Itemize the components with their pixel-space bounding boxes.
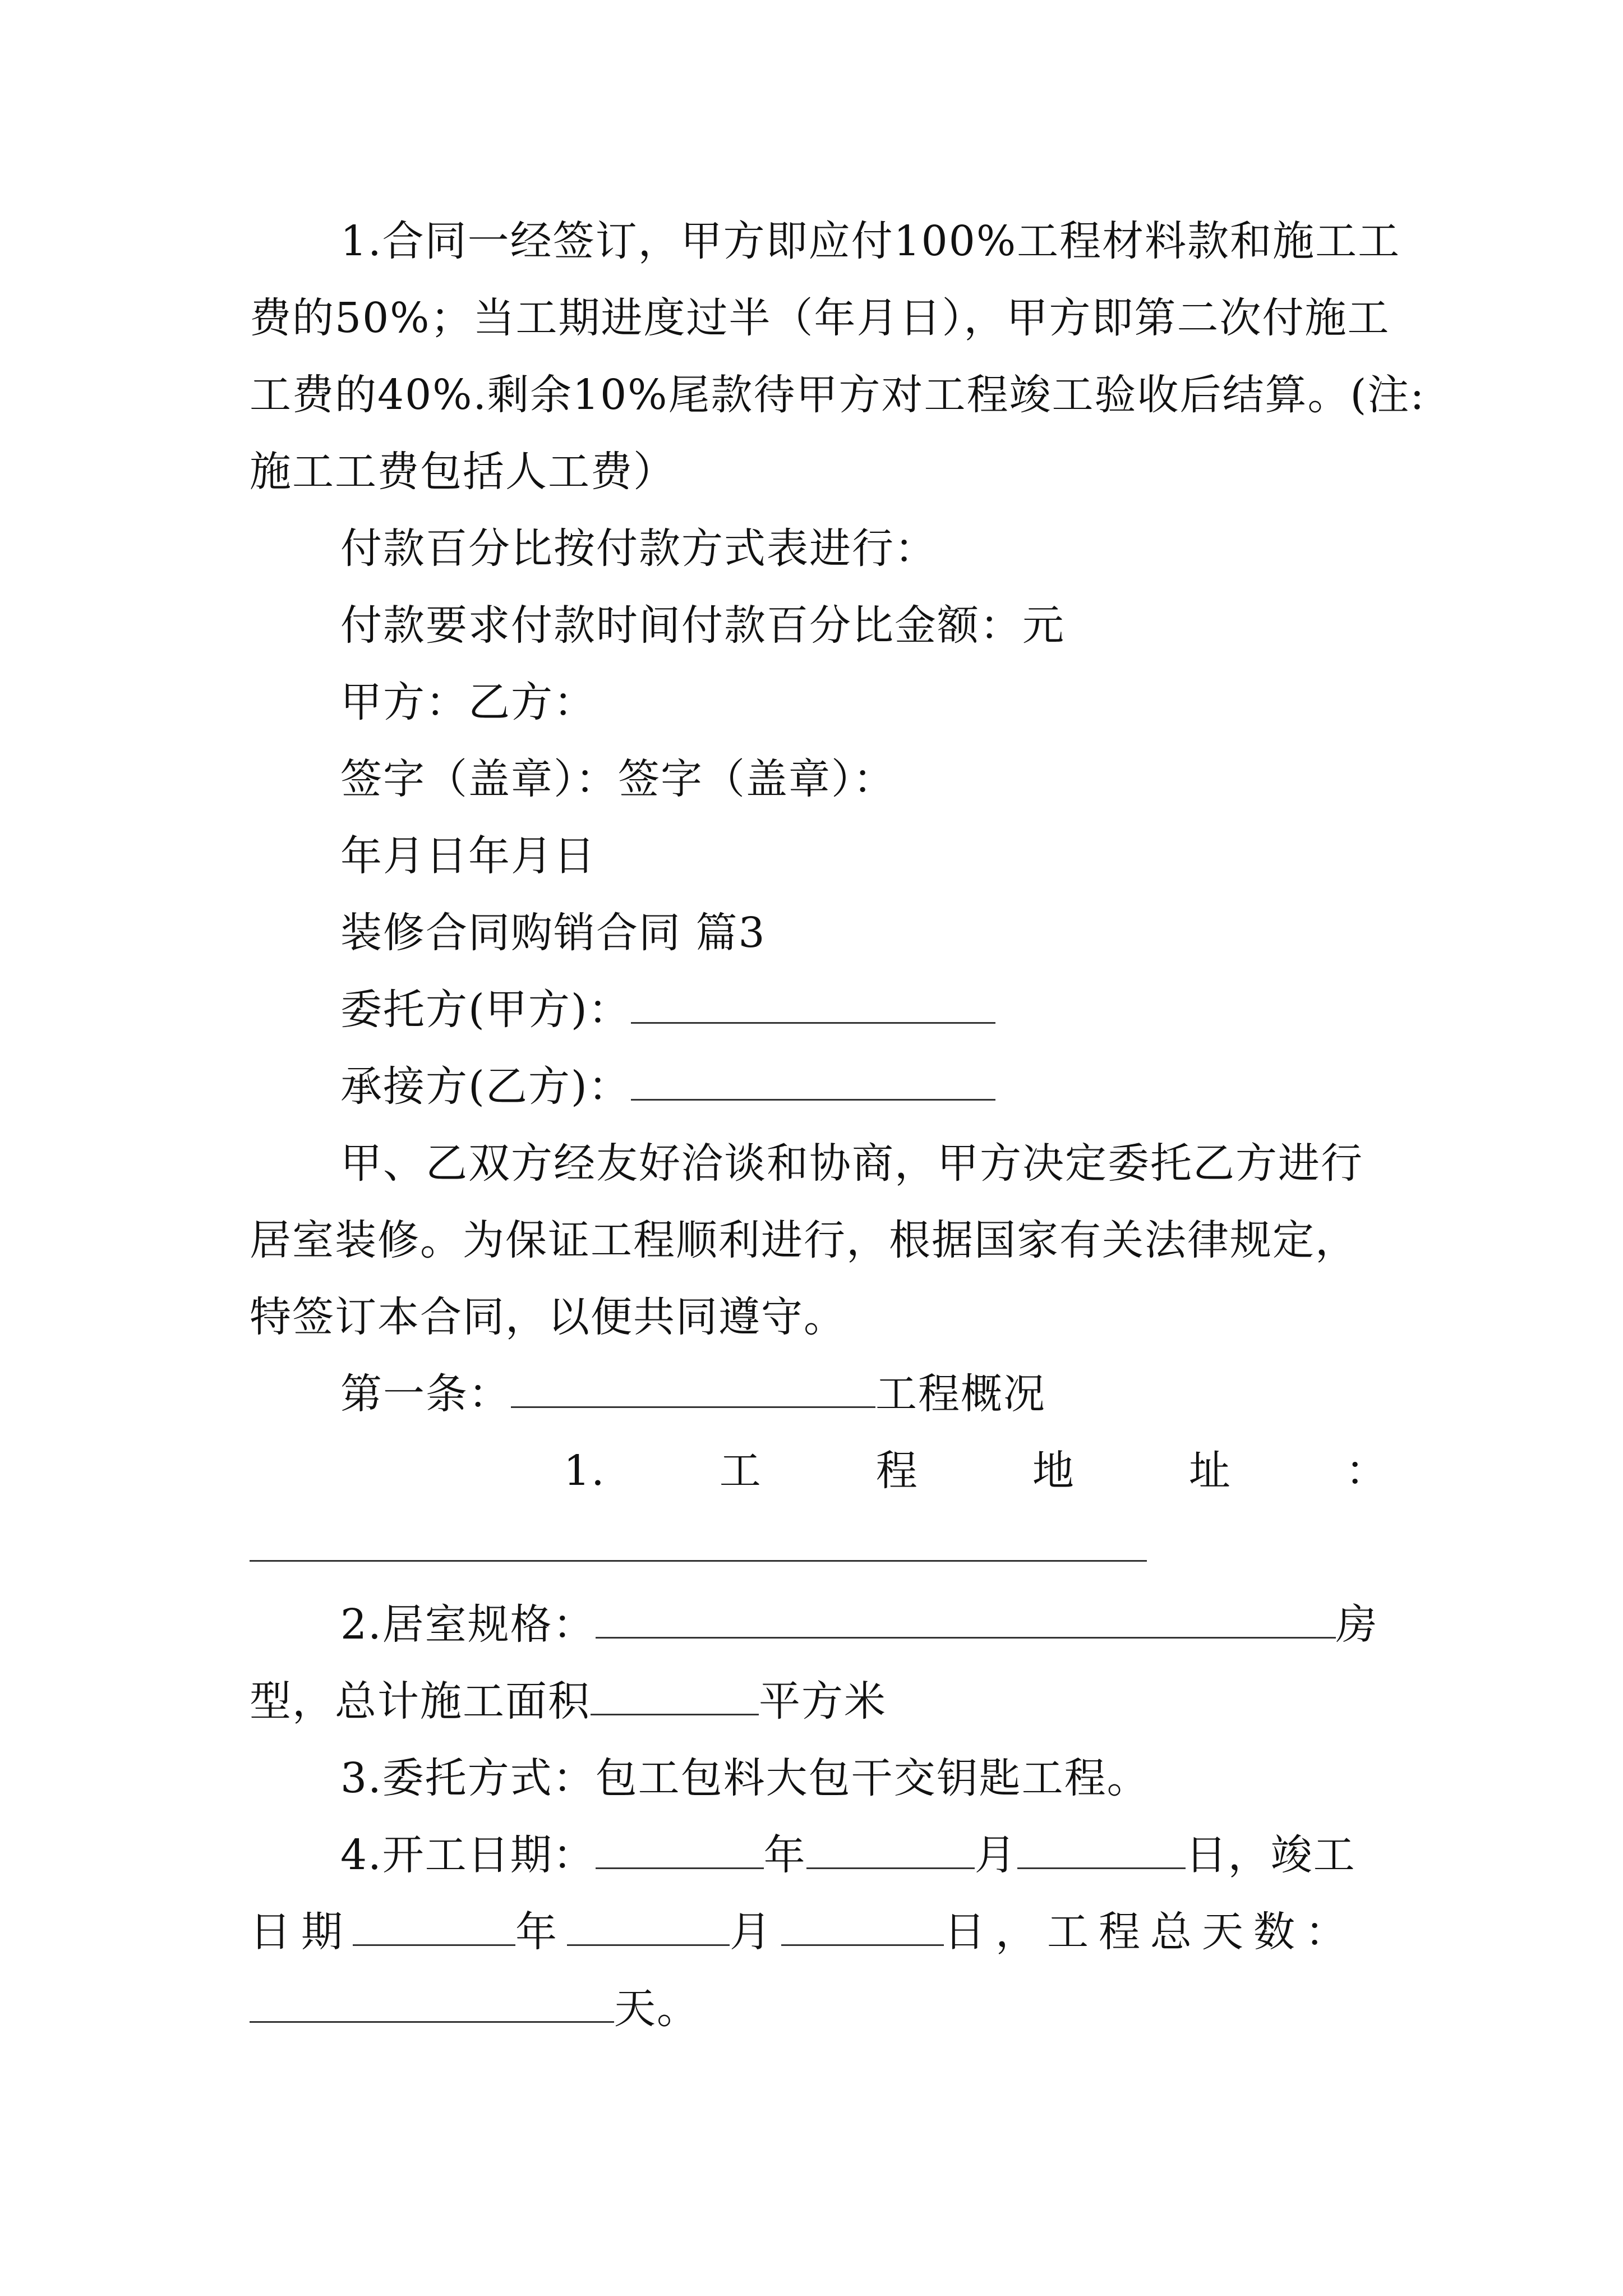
end-month-label: 月	[730, 1908, 781, 1956]
start-year-blank[interactable]	[596, 1833, 764, 1869]
section-title: 装修合同购销合同 篇3	[340, 909, 766, 957]
site-address-char-2: 程	[875, 1447, 919, 1495]
site-address-char-3: 地	[1032, 1447, 1075, 1495]
client-label: 委托方(甲方)：	[340, 986, 631, 1034]
site-address-blank-line	[250, 1510, 1388, 1586]
start-day-blank[interactable]	[1017, 1833, 1186, 1869]
end-day-blank[interactable]	[781, 1910, 944, 1946]
article-1-line	[250, 1356, 1388, 1433]
intro-line-1: 甲、乙双方经友好洽谈和协商，甲方决定委托乙方进行	[340, 1139, 1363, 1188]
room-spec-line-1	[250, 1586, 1388, 1663]
site-address-char-1: 工	[719, 1447, 762, 1495]
site-address-line	[250, 1433, 1388, 1510]
total-days-unit: 天。	[614, 1985, 699, 2033]
end-year-label: 年	[515, 1908, 567, 1956]
start-month-blank[interactable]	[806, 1833, 975, 1869]
article-1-blank[interactable]	[511, 1372, 875, 1408]
site-address-colon: ：	[1345, 1447, 1388, 1495]
document-body	[250, 203, 1426, 2047]
intro-line-2: 居室装修。为保证工程顺利进行，根据国家有关法律规定，	[250, 1216, 1358, 1264]
intro-line-3: 特签订本合同，以便共同遵守。	[250, 1293, 846, 1341]
start-year-label: 年	[763, 1831, 806, 1879]
site-address-blank[interactable]	[250, 1525, 1147, 1562]
room-spec-line-2	[250, 1663, 1388, 1740]
parties-line: 甲方：乙方：	[340, 678, 596, 726]
client-blank[interactable]	[631, 987, 995, 1024]
client-line	[250, 972, 1388, 1048]
payment-clause-line-1: 1.合同一经签订，甲方即应付100%工程材料款和施工工	[340, 217, 1401, 265]
site-address-char-4: 址	[1188, 1447, 1232, 1495]
contractor-blank[interactable]	[631, 1064, 995, 1101]
contractor-label: 承接方(乙方)：	[340, 1062, 631, 1111]
room-spec-label: 2.居室规格：	[340, 1600, 596, 1649]
area-blank[interactable]	[591, 1679, 759, 1715]
payment-table-header: 付款要求付款时间付款百分比金额：元	[340, 601, 1065, 650]
method-line: 3.委托方式：包工包料大包干交钥匙工程。	[340, 1754, 1150, 1802]
end-month-blank[interactable]	[567, 1910, 730, 1946]
schedule-line-3	[250, 1971, 1388, 2047]
room-spec-area-label: 型，总计施工面积	[250, 1677, 591, 1726]
payment-clause-line-3: 工费的40%.剩余10%尾款待甲方对工程竣工验收后结算。(注:	[250, 371, 1426, 419]
total-days-blank[interactable]	[250, 1986, 614, 2023]
end-day-label: 日，工程总天数：	[944, 1908, 1357, 1956]
article-1-suffix: 工程概况	[875, 1370, 1046, 1418]
end-year-blank[interactable]	[353, 1910, 515, 1946]
date-line: 年月日年月日	[340, 832, 596, 880]
payment-clause-line-2: 费的50%；当工期进度过半（年月日），甲方即第二次付施工	[250, 294, 1390, 342]
room-spec-tail: 房	[1335, 1600, 1378, 1649]
room-spec-area-unit: 平方米	[759, 1677, 887, 1726]
article-1-prefix: 第一条：	[340, 1370, 511, 1418]
site-address-num: 1.	[564, 1447, 606, 1495]
schedule-line-1	[250, 1817, 1388, 1894]
schedule-line-2	[250, 1894, 1388, 1971]
contractor-line	[250, 1048, 1388, 1125]
signature-line: 签字（盖章）：签字（盖章）：	[340, 755, 896, 803]
end-date-label: 日期	[250, 1908, 353, 1956]
room-spec-blank[interactable]	[596, 1602, 1336, 1639]
start-date-label: 4.开工日期：	[340, 1831, 596, 1879]
payment-table-note: 付款百分比按付款方式表进行：	[340, 524, 937, 573]
start-day-label: 日，竣工	[1185, 1831, 1356, 1879]
start-month-label: 月	[974, 1831, 1017, 1879]
payment-clause-line-4: 施工工费包括人工费）	[250, 448, 676, 496]
